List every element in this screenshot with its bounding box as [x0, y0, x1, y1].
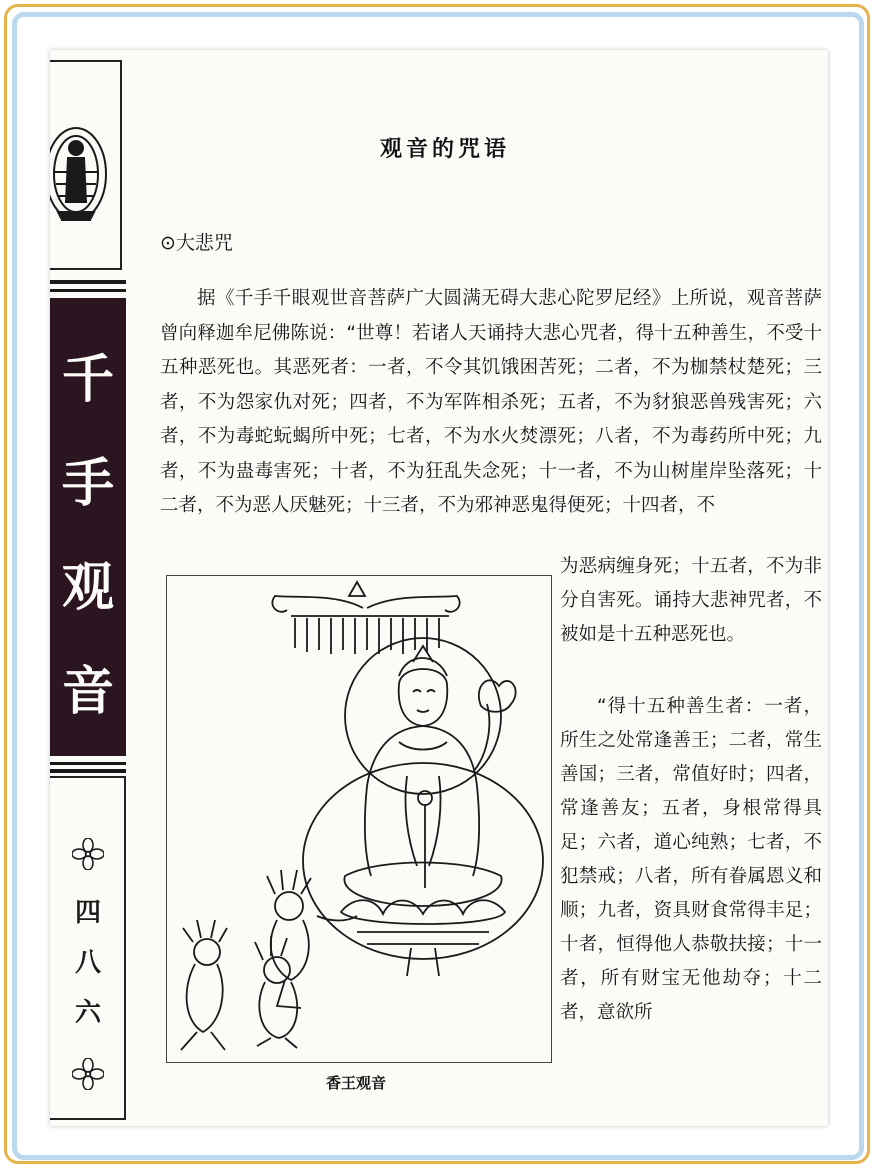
spine-rule-bottom	[50, 762, 126, 765]
spine-emblem-box	[50, 60, 122, 270]
illustration-caption: 香王观音	[326, 1074, 387, 1092]
spine-rule-top-thin	[50, 289, 126, 292]
circle-dot-icon: ⊙	[160, 232, 176, 254]
section-subheading	[160, 228, 233, 255]
thousand-armed-guanyin-icon	[50, 62, 120, 268]
page-heading: 观音的咒语	[380, 137, 511, 162]
body-paragraph: 据《千手千眼观世音菩萨广大圆满无碍大悲心陀罗尼经》上所说，观音菩萨曾向释迦牟尼佛陈说：“世尊！若诸人天诵持大悲心咒者，得十五种善生，不受十五种恶死也。其恶死者：一者，不令其饥饿困苦死；二者，不为枷禁杖楚死；三者，不为怨家仇对死；四者，不为军阵相杀死；五者，不为豺狼恶兽残害死；六者，不为毒蛇蚖蝎所中死；七者，不为水火焚漂死；八者，不为毒药所中死；九者，不为蛊毒害死；十者，不为狂乱失念死；十一者，不为山树崖岸坠落死；十二者，不为恶人厌魅死；十三者，不为邪神恶鬼得便死；十四者，不	[160, 288, 822, 516]
spine-title	[50, 298, 126, 756]
spine-rule-bottom-thick	[50, 769, 126, 773]
guanyin-illustration	[167, 576, 551, 1062]
body-paragraph-continuation: 为恶病缠身死；十五者，不为非分自害死。诵持大悲神咒者，不被如是十五种恶死也。	[560, 556, 822, 645]
page-number	[50, 888, 126, 1038]
illustration-frame	[166, 575, 552, 1063]
body-paragraph: “得十五种善生者：一者，所生之处常逢善王；二者，常生善国；三者，常值好时；四者，常逢善友；五者，身根常得具足；六者，道心纯熟；七者，不犯禁戒；八者，所有眷属恩义和顺；九者，资具财食常得丰足；十者，恒得他人恭敬扶接；十一者，所有财宝无他劫夺；十二者，意欲所	[560, 696, 822, 1023]
flower-ornament-icon	[72, 838, 104, 870]
page-number-char: 八	[74, 948, 101, 978]
book-page	[50, 50, 828, 1126]
spine-page-box	[50, 776, 126, 1120]
page-number-char: 四	[74, 898, 101, 928]
spine-title-char: 音	[61, 662, 114, 722]
flower-ornament-icon	[72, 1058, 104, 1090]
book-spine	[50, 50, 128, 1126]
page-number-char: 六	[74, 998, 101, 1028]
spine-title-char: 千	[61, 350, 114, 410]
spine-title-char: 手	[61, 454, 114, 514]
spine-title-char: 观	[61, 558, 114, 618]
spine-rule-top	[50, 280, 126, 284]
subheading-text: 大悲咒	[175, 232, 233, 254]
